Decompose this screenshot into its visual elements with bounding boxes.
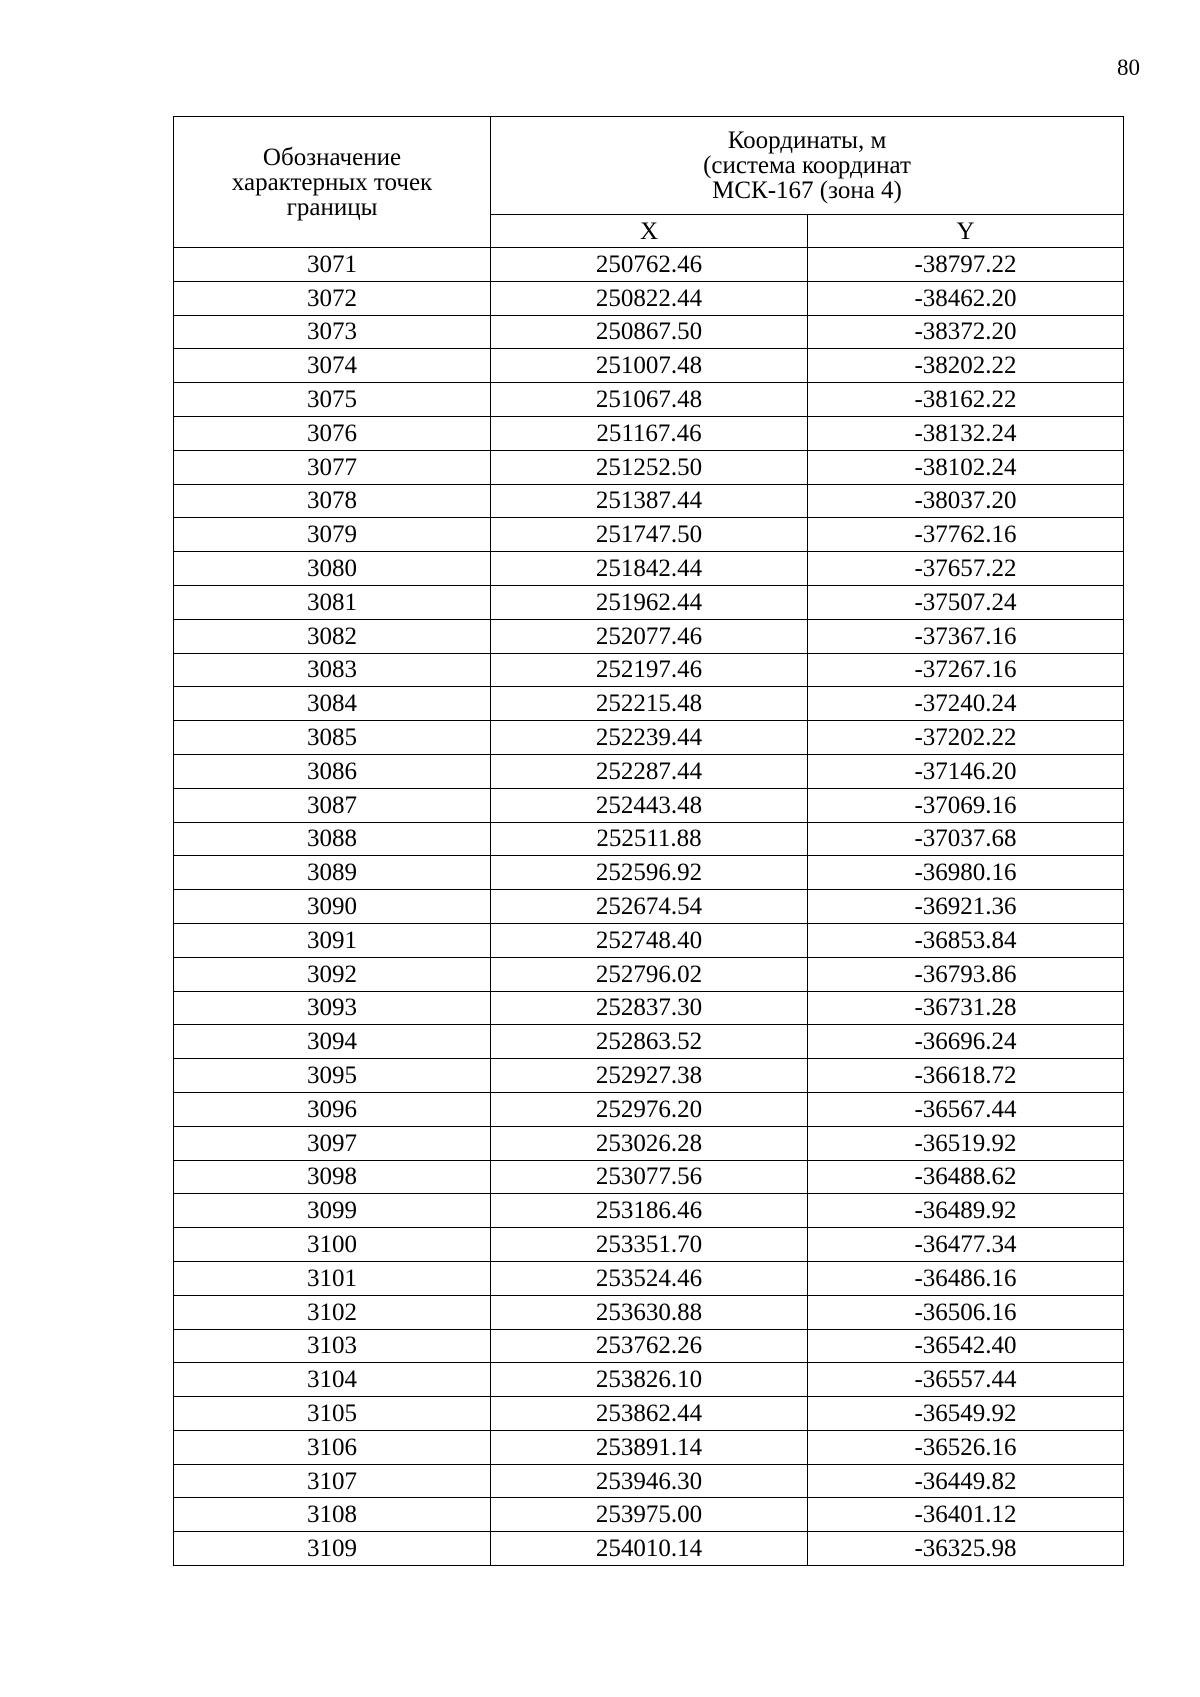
y-cell: -36526.16 (808, 1430, 1124, 1464)
y-cell: -37267.16 (808, 653, 1124, 687)
table-row (174, 1228, 1124, 1262)
table-row (174, 518, 1124, 552)
header-coordinates (491, 117, 1124, 215)
y-cell: -36567.44 (808, 1092, 1124, 1126)
point-cell: 3099 (174, 1194, 491, 1228)
header-coordinates-line2: (система координат (703, 152, 911, 179)
point-cell: 3107 (174, 1464, 491, 1498)
table-row (174, 788, 1124, 822)
x-cell: 251842.44 (491, 552, 808, 586)
y-cell: -36793.86 (808, 957, 1124, 991)
y-cell: -36618.72 (808, 1059, 1124, 1093)
y-cell: -37037.68 (808, 822, 1124, 856)
y-cell: -36477.34 (808, 1228, 1124, 1262)
table-body (174, 248, 1124, 1566)
y-cell: -37202.22 (808, 721, 1124, 755)
x-cell: 252863.52 (491, 1025, 808, 1059)
point-cell: 3078 (174, 484, 491, 518)
table-row (174, 585, 1124, 619)
y-cell: -36488.62 (808, 1160, 1124, 1194)
table-row (174, 1025, 1124, 1059)
page-number: 80 (1117, 55, 1140, 80)
point-cell: 3088 (174, 822, 491, 856)
x-cell: 252443.48 (491, 788, 808, 822)
x-cell: 251067.48 (491, 383, 808, 417)
point-cell: 3097 (174, 1126, 491, 1160)
x-cell: 252837.30 (491, 991, 808, 1025)
y-cell: -37657.22 (808, 552, 1124, 586)
table-row (174, 856, 1124, 890)
table-row (174, 1430, 1124, 1464)
y-cell: -38037.20 (808, 484, 1124, 518)
point-cell: 3093 (174, 991, 491, 1025)
point-cell: 3074 (174, 349, 491, 383)
header-y: Y (808, 215, 1124, 248)
x-cell: 252976.20 (491, 1092, 808, 1126)
y-cell: -38102.24 (808, 450, 1124, 484)
table-row (174, 822, 1124, 856)
y-cell: -38202.22 (808, 349, 1124, 383)
point-cell: 3072 (174, 281, 491, 315)
x-cell: 252197.46 (491, 653, 808, 687)
table-row (174, 1363, 1124, 1397)
y-cell: -38372.20 (808, 315, 1124, 349)
point-cell: 3101 (174, 1261, 491, 1295)
table-row (174, 552, 1124, 586)
y-cell: -37762.16 (808, 518, 1124, 552)
point-cell: 3096 (174, 1092, 491, 1126)
y-cell: -38797.22 (808, 248, 1124, 282)
y-cell: -37146.20 (808, 754, 1124, 788)
y-cell: -36921.36 (808, 890, 1124, 924)
point-cell: 3087 (174, 788, 491, 822)
table-row (174, 450, 1124, 484)
point-cell: 3104 (174, 1363, 491, 1397)
table-row (174, 890, 1124, 924)
x-cell: 251167.46 (491, 416, 808, 450)
point-cell: 3089 (174, 856, 491, 890)
x-cell: 250867.50 (491, 315, 808, 349)
point-cell: 3094 (174, 1025, 491, 1059)
point-cell: 3100 (174, 1228, 491, 1262)
table-row (174, 1059, 1124, 1093)
y-cell: -36489.92 (808, 1194, 1124, 1228)
x-cell: 252287.44 (491, 754, 808, 788)
x-cell: 252796.02 (491, 957, 808, 991)
point-cell: 3091 (174, 923, 491, 957)
point-cell: 3084 (174, 687, 491, 721)
y-cell: -36549.92 (808, 1397, 1124, 1431)
table-row (174, 281, 1124, 315)
table-row (174, 957, 1124, 991)
y-cell: -37069.16 (808, 788, 1124, 822)
point-cell: 3092 (174, 957, 491, 991)
x-cell: 253077.56 (491, 1160, 808, 1194)
y-cell: -38132.24 (808, 416, 1124, 450)
y-cell: -36980.16 (808, 856, 1124, 890)
x-cell: 251252.50 (491, 450, 808, 484)
table-row (174, 248, 1124, 282)
coordinates-table (173, 116, 1124, 1566)
y-cell: -36542.40 (808, 1329, 1124, 1363)
y-cell: -36449.82 (808, 1464, 1124, 1498)
y-cell: -36325.98 (808, 1532, 1124, 1566)
x-cell: 252596.92 (491, 856, 808, 890)
table-row (174, 484, 1124, 518)
x-cell: 253762.26 (491, 1329, 808, 1363)
point-cell: 3103 (174, 1329, 491, 1363)
y-cell: -37240.24 (808, 687, 1124, 721)
table-row (174, 315, 1124, 349)
x-cell: 253862.44 (491, 1397, 808, 1431)
x-cell: 253891.14 (491, 1430, 808, 1464)
x-cell: 252748.40 (491, 923, 808, 957)
x-cell: 252927.38 (491, 1059, 808, 1093)
point-cell: 3081 (174, 585, 491, 619)
point-cell: 3090 (174, 890, 491, 924)
x-cell: 252239.44 (491, 721, 808, 755)
x-cell: 253351.70 (491, 1228, 808, 1262)
x-cell: 250762.46 (491, 248, 808, 282)
table-row (174, 1160, 1124, 1194)
point-cell: 3105 (174, 1397, 491, 1431)
x-cell: 253026.28 (491, 1126, 808, 1160)
table-row (174, 619, 1124, 653)
x-cell: 251747.50 (491, 518, 808, 552)
x-cell: 252511.88 (491, 822, 808, 856)
point-cell: 3085 (174, 721, 491, 755)
table-row (174, 1397, 1124, 1431)
header-coordinates-line3: МСК-167 (зона 4) (712, 177, 902, 204)
x-cell: 253630.88 (491, 1295, 808, 1329)
x-cell: 253186.46 (491, 1194, 808, 1228)
x-cell: 253826.10 (491, 1363, 808, 1397)
y-cell: -38462.20 (808, 281, 1124, 315)
x-cell: 253946.30 (491, 1464, 808, 1498)
table-row (174, 687, 1124, 721)
table-row (174, 1295, 1124, 1329)
point-cell: 3077 (174, 450, 491, 484)
header-x: X (491, 215, 808, 248)
point-cell: 3095 (174, 1059, 491, 1093)
table-row (174, 1126, 1124, 1160)
y-cell: -36557.44 (808, 1363, 1124, 1397)
header-point-designation-text: Обозначение характерных точек границы (231, 143, 433, 221)
table-row (174, 1464, 1124, 1498)
y-cell: -36519.92 (808, 1126, 1124, 1160)
y-cell: -36853.84 (808, 923, 1124, 957)
point-cell: 3082 (174, 619, 491, 653)
table-row (174, 383, 1124, 417)
y-cell: -36506.16 (808, 1295, 1124, 1329)
point-cell: 3079 (174, 518, 491, 552)
x-cell: 252674.54 (491, 890, 808, 924)
point-cell: 3098 (174, 1160, 491, 1194)
point-cell: 3083 (174, 653, 491, 687)
y-cell: -37367.16 (808, 619, 1124, 653)
table-row (174, 1532, 1124, 1566)
x-cell: 252077.46 (491, 619, 808, 653)
table-row (174, 1329, 1124, 1363)
point-cell: 3080 (174, 552, 491, 586)
x-cell: 253975.00 (491, 1498, 808, 1532)
table-row (174, 1194, 1124, 1228)
table-header (174, 117, 1124, 248)
y-cell: -38162.22 (808, 383, 1124, 417)
table-row (174, 991, 1124, 1025)
point-cell: 3108 (174, 1498, 491, 1532)
header-coordinates-line1: Координаты, м (727, 127, 887, 154)
y-cell: -37507.24 (808, 585, 1124, 619)
x-cell: 252215.48 (491, 687, 808, 721)
x-cell: 251007.48 (491, 349, 808, 383)
table-row (174, 754, 1124, 788)
x-cell: 250822.44 (491, 281, 808, 315)
header-point-designation (174, 117, 491, 248)
point-cell: 3071 (174, 248, 491, 282)
point-cell: 3086 (174, 754, 491, 788)
table-row (174, 1261, 1124, 1295)
table-row (174, 721, 1124, 755)
y-cell: -36731.28 (808, 991, 1124, 1025)
point-cell: 3075 (174, 383, 491, 417)
table-row (174, 923, 1124, 957)
y-cell: -36696.24 (808, 1025, 1124, 1059)
point-cell: 3106 (174, 1430, 491, 1464)
point-cell: 3102 (174, 1295, 491, 1329)
table-row (174, 416, 1124, 450)
y-cell: -36486.16 (808, 1261, 1124, 1295)
table-row (174, 349, 1124, 383)
table-row (174, 653, 1124, 687)
x-cell: 251962.44 (491, 585, 808, 619)
x-cell: 251387.44 (491, 484, 808, 518)
point-cell: 3076 (174, 416, 491, 450)
point-cell: 3073 (174, 315, 491, 349)
table-row (174, 1498, 1124, 1532)
point-cell: 3109 (174, 1532, 491, 1566)
y-cell: -36401.12 (808, 1498, 1124, 1532)
x-cell: 254010.14 (491, 1532, 808, 1566)
x-cell: 253524.46 (491, 1261, 808, 1295)
table-row (174, 1092, 1124, 1126)
